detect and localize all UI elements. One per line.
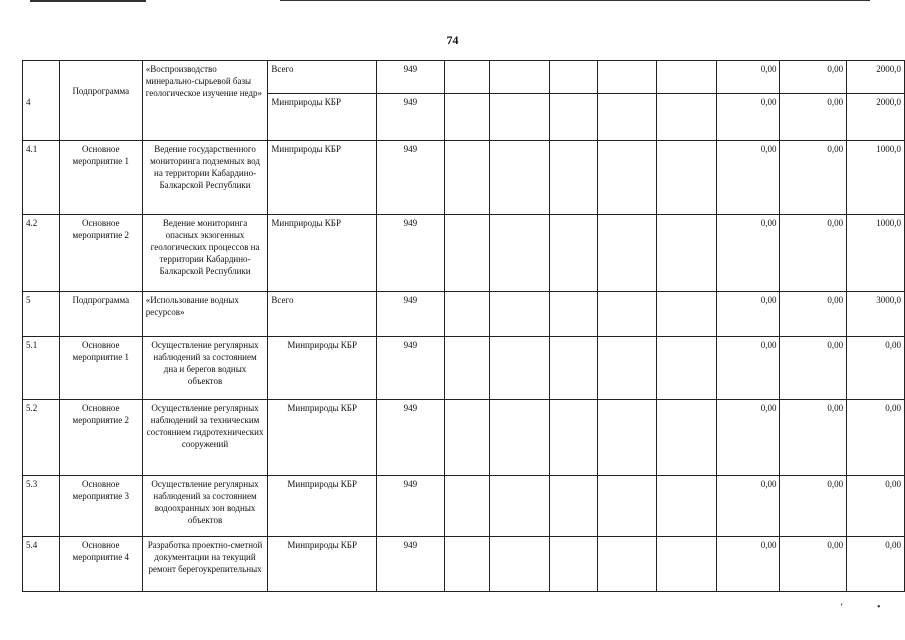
row-number: 5 xyxy=(23,292,60,337)
table-row xyxy=(23,537,905,592)
table-row xyxy=(23,337,905,400)
empty-cell xyxy=(597,537,657,592)
table-row xyxy=(23,292,905,337)
empty-cell xyxy=(657,94,717,141)
value-3: 3000,0 xyxy=(847,292,905,337)
value-2: 0,00 xyxy=(780,215,847,292)
budget-table xyxy=(22,60,905,592)
empty-cell xyxy=(444,476,490,537)
empty-cell xyxy=(597,141,657,215)
empty-cell xyxy=(657,215,717,292)
row-kind: Основное мероприятие 2 xyxy=(59,400,142,476)
row-name: «Использование водных ресурсов» xyxy=(142,292,268,337)
row-kind: Основное мероприятие 3 xyxy=(59,476,142,537)
value-3: 1000,0 xyxy=(847,215,905,292)
value-1: 0,00 xyxy=(716,94,780,141)
row-number: 5.2 xyxy=(23,400,60,476)
empty-cell xyxy=(444,61,490,94)
table-row xyxy=(23,476,905,537)
row-number: 5.1 xyxy=(23,337,60,400)
row-number: 5.4 xyxy=(23,537,60,592)
empty-cell xyxy=(444,400,490,476)
row-name: Ведение мониторинга опасных экзогенных геологических процессов на территории Кабардино-Балкарской Республики xyxy=(142,215,268,292)
empty-cell xyxy=(444,141,490,215)
value-1: 0,00 xyxy=(716,292,780,337)
table-row xyxy=(23,61,905,94)
empty-cell xyxy=(490,215,550,292)
empty-cell xyxy=(657,61,717,94)
value-2: 0,00 xyxy=(780,337,847,400)
empty-cell xyxy=(444,337,490,400)
row-kind: Основное мероприятие 1 xyxy=(59,337,142,400)
table-row xyxy=(23,400,905,476)
value-3: 0,00 xyxy=(847,476,905,537)
row-executor: Минприроды КБР xyxy=(268,476,377,537)
empty-cell xyxy=(444,537,490,592)
value-3: 0,00 xyxy=(847,537,905,592)
empty-cell xyxy=(444,215,490,292)
empty-cell xyxy=(444,292,490,337)
empty-cell xyxy=(597,292,657,337)
row-number: 5.3 xyxy=(23,476,60,537)
row-name: «Воспроизводство минерально-сырьевой базы геологическое изучение недр» xyxy=(142,61,268,141)
empty-cell xyxy=(597,476,657,537)
empty-cell xyxy=(597,94,657,141)
empty-cell xyxy=(657,337,717,400)
table-row xyxy=(23,141,905,215)
row-executor: Минприроды КБР xyxy=(268,337,377,400)
empty-cell xyxy=(657,400,717,476)
empty-cell xyxy=(597,61,657,94)
row-executor: Минприроды КБР xyxy=(268,400,377,476)
value-1: 0,00 xyxy=(716,215,780,292)
value-2: 0,00 xyxy=(780,400,847,476)
row-name: Ведение государственного мониторинга подземных вод на территории Кабардино-Балкарской Республики xyxy=(142,141,268,215)
value-1: 0,00 xyxy=(716,537,780,592)
empty-cell xyxy=(549,141,597,215)
row-executor: Минприроды КБР xyxy=(268,141,377,215)
empty-cell xyxy=(549,61,597,94)
row-code: 949 xyxy=(377,215,445,292)
empty-cell xyxy=(444,94,490,141)
row-name: Осуществление регулярных наблюдений за состоянием дна и берегов водных объектов xyxy=(142,337,268,400)
empty-cell xyxy=(549,337,597,400)
row-code: 949 xyxy=(377,141,445,215)
row-code: 949 xyxy=(377,400,445,476)
value-1: 0,00 xyxy=(716,337,780,400)
row-kind: Основное мероприятие 2 xyxy=(59,215,142,292)
empty-cell xyxy=(549,215,597,292)
value-1: 0,00 xyxy=(716,476,780,537)
row-code: 949 xyxy=(377,61,445,94)
value-3: 2000,0 xyxy=(847,94,905,141)
empty-cell xyxy=(490,337,550,400)
row-code: 949 xyxy=(377,476,445,537)
row-executor: Всего xyxy=(268,61,377,94)
row-executor: Минприроды КБР xyxy=(268,215,377,292)
empty-cell xyxy=(490,292,550,337)
row-number: 4 xyxy=(23,61,60,141)
value-2: 0,00 xyxy=(780,292,847,337)
empty-cell xyxy=(549,94,597,141)
row-executor: Минприроды КБР xyxy=(268,94,377,141)
value-2: 0,00 xyxy=(780,61,847,94)
empty-cell xyxy=(490,94,550,141)
row-executor: Всего xyxy=(268,292,377,337)
empty-cell xyxy=(549,292,597,337)
value-1: 0,00 xyxy=(716,141,780,215)
empty-cell xyxy=(490,476,550,537)
value-3: 1000,0 xyxy=(847,141,905,215)
row-name: Осуществление регулярных наблюдений за техническим состоянием гидротехнических сооружений xyxy=(142,400,268,476)
value-3: 0,00 xyxy=(847,337,905,400)
row-kind: Основное мероприятие 4 xyxy=(59,537,142,592)
empty-cell xyxy=(657,476,717,537)
top-rule-right xyxy=(280,0,870,1)
empty-cell xyxy=(657,141,717,215)
row-code: 949 xyxy=(377,292,445,337)
empty-cell xyxy=(657,537,717,592)
row-kind: Основное мероприятие 1 xyxy=(59,141,142,215)
empty-cell xyxy=(597,215,657,292)
row-code: 949 xyxy=(377,537,445,592)
empty-cell xyxy=(549,476,597,537)
row-code: 949 xyxy=(377,337,445,400)
empty-cell xyxy=(490,400,550,476)
empty-cell xyxy=(490,537,550,592)
empty-cell xyxy=(549,537,597,592)
empty-cell xyxy=(490,141,550,215)
value-1: 0,00 xyxy=(716,400,780,476)
row-kind: Подпрограмма xyxy=(59,292,142,337)
value-3: 2000,0 xyxy=(847,61,905,94)
page-number: 74 xyxy=(446,33,459,47)
empty-cell xyxy=(597,400,657,476)
row-number: 4.2 xyxy=(23,215,60,292)
empty-cell xyxy=(657,292,717,337)
row-kind: Подпрограмма xyxy=(59,61,142,141)
value-1: 0,00 xyxy=(716,61,780,94)
scan-mark: ‘ xyxy=(840,602,844,613)
empty-cell xyxy=(597,337,657,400)
row-name: Осуществление регулярных наблюдений за состоянием водоохранных зон водных объектов xyxy=(142,476,268,537)
row-name: Разработка проектно-сметной документации на текущий ремонт берегоукрепительных xyxy=(142,537,268,592)
value-2: 0,00 xyxy=(780,141,847,215)
row-number: 4.1 xyxy=(23,141,60,215)
value-2: 0,00 xyxy=(780,94,847,141)
empty-cell xyxy=(549,400,597,476)
row-executor: Минприроды КБР xyxy=(268,537,377,592)
scan-mark: • xyxy=(877,602,881,613)
value-3: 0,00 xyxy=(847,400,905,476)
top-rule-left xyxy=(30,0,146,2)
empty-cell xyxy=(490,61,550,94)
value-2: 0,00 xyxy=(780,537,847,592)
value-2: 0,00 xyxy=(780,476,847,537)
table-row xyxy=(23,215,905,292)
row-code: 949 xyxy=(377,94,445,141)
